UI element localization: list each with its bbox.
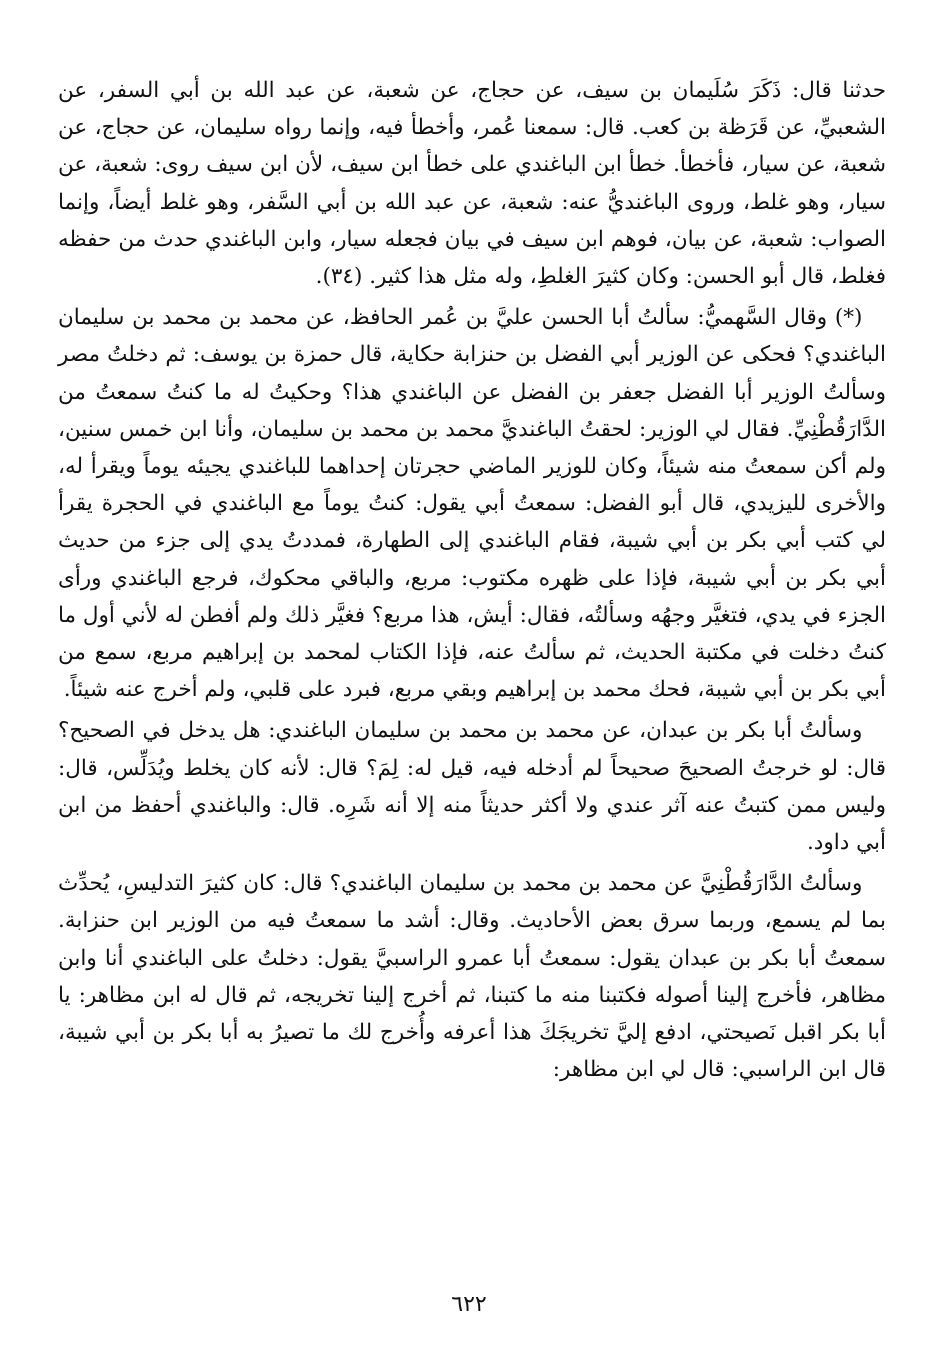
page-body [58, 72, 886, 1088]
paragraph-2: (*) وقال السَّهميُّ: سألتُ أبا الحسن عليَّ بن عُمر الحافظ، عن محمد بن محمد بن سليمان الباغندي؟ فحكى عن الوزير أبي الفضل بن حنزابة حكاية، قال حمزة بن يوسف: ثم دخلتُ مصر وسألتُ الوزير أبا الفضل جعفر بن الفضل عن الباغندي هذا؟ وحكيتُ له ما كنتُ سمعتُ من الدَّارَقُطْنِيِّ. فقال لي الوزير: لحقتُ الباغنديَّ محمد بن محمد بن سليمان، وأنا ابن خمس سنين، ولم أكن سمعتُ منه شيئاً، وكان للوزير الماضي حجرتان إحداهما للباغندي يجيئه يوماً ويقرأ له، والأخرى لليزيدي، قال أبو الفضل: سمعتُ أبي يقول: كنتُ يوماً مع الباغندي في الحجرة يقرأ لي كتب أبي بكر بن أبي شيبة، فقام الباغندي إلى الطهارة، فمددتُ يدي إلى جزء من حديث أبي بكر بن أبي شيبة، فإذا على ظهره مكتوب: مربع، والباقي محكوك، فرجع الباغندي ورأى الجزء في يدي، فتغيَّر وجهُه وسألتُه، فقال: أيش، هذا مربع؟ فغيَّر ذلك ولم أفطن له لأني أول ما كنتُ دخلت في مكتبة الحديث، ثم سألتُ عنه، فإذا الكتاب لمحمد بن إبراهيم مربع، سمع من أبي بكر بن أبي شيبة، فحك محمد بن إبراهيم وبقي مربع، فبرد على قلبي، ولم أخرج عنه شيئاً. [58, 305, 886, 703]
paragraph-3: وسألتُ أبا بكر بن عبدان، عن محمد بن محمد بن سليمان الباغندي: هل يدخل في الصحيح؟ قال: لو خرجتُ الصحيحَ صحيحاً لم أدخله فيه، قيل له: لِمَ؟ قال: لأنه كان يخلط ويُدَلِّس، قال: وليس ممن كتبتُ عنه آثر عندي ولا أكثر حديثاً منه إلا أنه شَرِه. قال: والباغندي أحفظ من ابن أبي داود. [58, 718, 886, 856]
paragraph-4: وسألتُ الدَّارَقُطْنِيَّ عن محمد بن محمد بن سليمان الباغندي؟ قال: كان كثيرَ التدليسِ، يُحدِّث بما لم يسمع، وربما سرق بعض الأحاديث. وقال: أشد ما سمعتُ فيه من الوزير ابن حنزابة. سمعتُ أبا بكر بن عبدان يقول: سمعتُ أبا عمرو الراسبيَّ يقول: دخلتُ على الباغندي أنا وابن مظاهر، فأخرج إلينا أصوله فكتبنا منه ما كتبنا، ثم أخرج إلينا تخريجه، ثم قال له ابن مظاهر: يا أبا بكر اقبل نَصيحتي، ادفع إليَّ تخريجَكَ هذا أعرفه وأُخرج لك ما تصيرُ به أبا بكر بن أبي شيبة، قال ابن الراسبي: قال لي ابن مظاهر: [58, 871, 886, 1083]
page-number: ٦٢٢ [451, 1292, 487, 1317]
paragraph-1: حدثنا قال: ذَكَرَ سُلَيمان بن سيف، عن حجاج، عن شعبة، عن عبد الله بن أبي السفر، عن الشعبيِّ، عن قَرَظة بن كعب. قال: سمعنا عُمر، وأخطأ فيه، وإنما رواه سليمان، عن حجاج، عن شعبة، عن سيار، فأخطأ. خطأ ابن الباغندي على خطأ ابن سيف، لأن ابن سيف روى: شعبة، عن سيار، وهو غلط، وروى الباغنديُّ عنه: شعبة، عن عبد الله بن أبي السَّفر، وهو غلط أيضاً، وإنما الصواب: شعبة، عن بيان، فوهم ابن سيف في بيان فجعله سيار، وابن الباغندي حدث من حفظه فغلط، قال أبو الحسن: وكان كثيرَ الغلطِ، وله مثل هذا كثير. (٣٤). [58, 78, 886, 290]
